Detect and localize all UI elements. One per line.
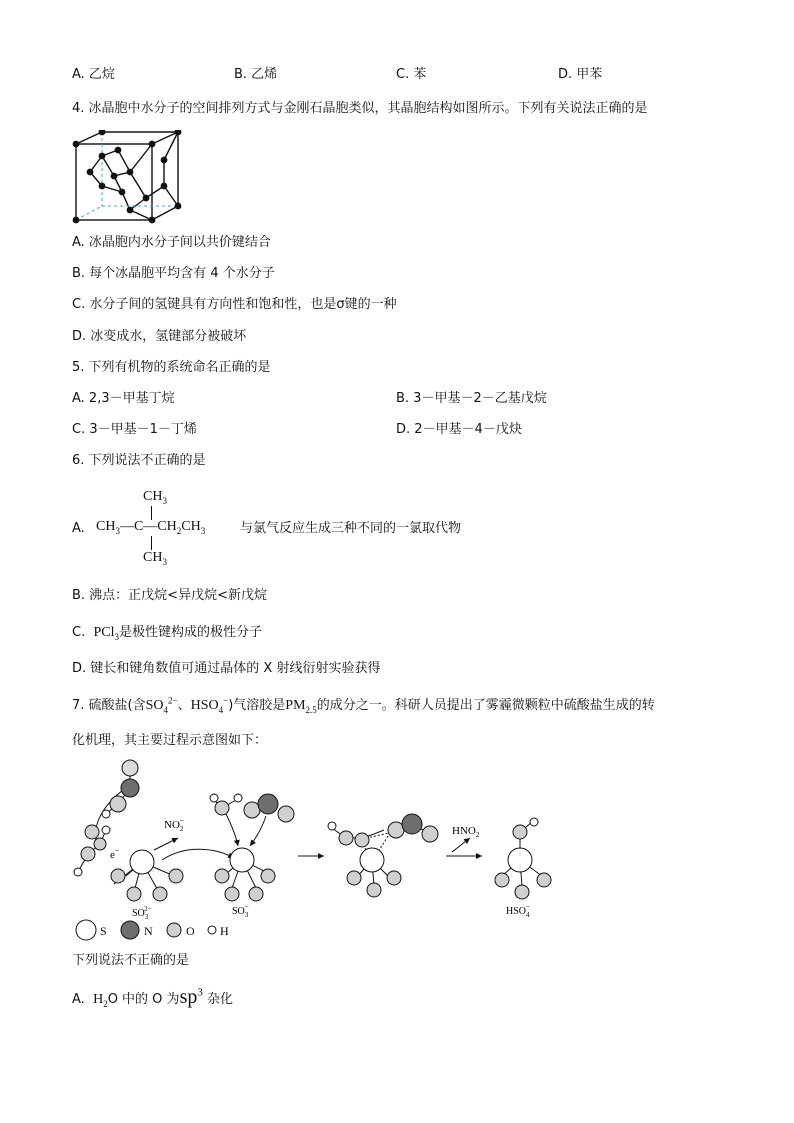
q6-option-b: B. 沸点：正戊烷<异戊烷<新戊烷	[72, 588, 267, 603]
hno2-label: $HNO_2$	[452, 825, 480, 839]
hso4-minus-label: $HSO_4-$	[506, 902, 531, 919]
q5-stem: 5. 下列有机物的系统命名正确的是	[72, 360, 271, 375]
sulfate-formation-mechanism-diagram	[66, 752, 566, 948]
q6-option-c: C. PCl$_3$是极性键构成的极性分子	[72, 625, 263, 642]
q5-option-d: D. 2－甲基－4－戊炔	[396, 422, 522, 437]
q6-stem: 6. 下列说法不正确的是	[72, 453, 206, 468]
so3-2minus-label: $SO_32-$	[132, 905, 152, 921]
q6-option-a-text: 与氯气反应生成三种不同的一氯取代物	[240, 521, 462, 536]
pcl3-formula: PCl$_3$	[93, 625, 119, 642]
q7-sub-question: 下列说法不正确的是	[72, 953, 190, 968]
q5-option-a: A. 2,3－甲基丁烷	[72, 391, 175, 406]
q4-option-b: B. 每个冰晶胞平均含有 4 个水分子	[72, 266, 275, 281]
ice-unit-cell-diagram	[68, 130, 188, 226]
legend-s: S	[100, 924, 107, 938]
legend-n: N	[144, 924, 153, 938]
q6-bond-bottom	[151, 536, 152, 550]
q7-stem: 7. 硫酸盐(含$SO_4^{2-}$、$HSO_4^-$)气溶胶是$PM_{2.5}$的成分之一。科研人员提出了雾霾微颗粒中硫酸盐生成的转	[72, 695, 655, 715]
q6-structural-formula: $CH_3—C—CH_2CH_3$	[96, 519, 206, 536]
q3-option-d: D. 甲苯	[558, 67, 603, 82]
q3-option-a: A. 乙烷	[72, 67, 115, 82]
q7-stem-line2: 化机理，其主要过程示意图如下：	[72, 733, 268, 748]
q4-option-a: A. 冰晶胞内水分子间以共价键结合	[72, 235, 271, 250]
so3-minus-label: $SO_3-$	[232, 902, 249, 919]
q6-option-d: D. 键长和键角数值可通过晶体的 X 射线衍射实验获得	[72, 661, 381, 676]
q4-option-c: C. 水分子间的氢键具有方向性和饱和性，也是σ键的一种	[72, 297, 397, 312]
q5-option-c: C. 3－甲基－1－丁烯	[72, 422, 197, 437]
q4-stem: 4. 冰晶胞中水分子的空间排列方式与金刚石晶胞类似，其晶胞结构如图所示。下列有关说法正确的是	[72, 101, 648, 116]
legend-o: O	[186, 924, 195, 938]
q6-option-a-label: A.	[72, 521, 85, 536]
q3-option-b: B. 乙烯	[234, 67, 278, 82]
q5-option-b: B. 3－甲基－2－乙基戊烷	[396, 391, 547, 406]
q7-option-a: A. $H_2O$ 中的 O 为$sp^3$ 杂化	[72, 986, 234, 1009]
electron-label: e−	[110, 846, 120, 861]
q6-ch3-bottom: $CH_3$	[143, 550, 167, 567]
q4-option-d: D. 冰变成水，氢键部分被破坏	[72, 329, 247, 344]
q6-ch3-top: $CH_3$	[143, 489, 167, 506]
q3-option-c: C. 苯	[396, 67, 427, 82]
no2-minus-label: $NO_2-$	[164, 816, 184, 833]
legend-h: H	[220, 924, 229, 938]
